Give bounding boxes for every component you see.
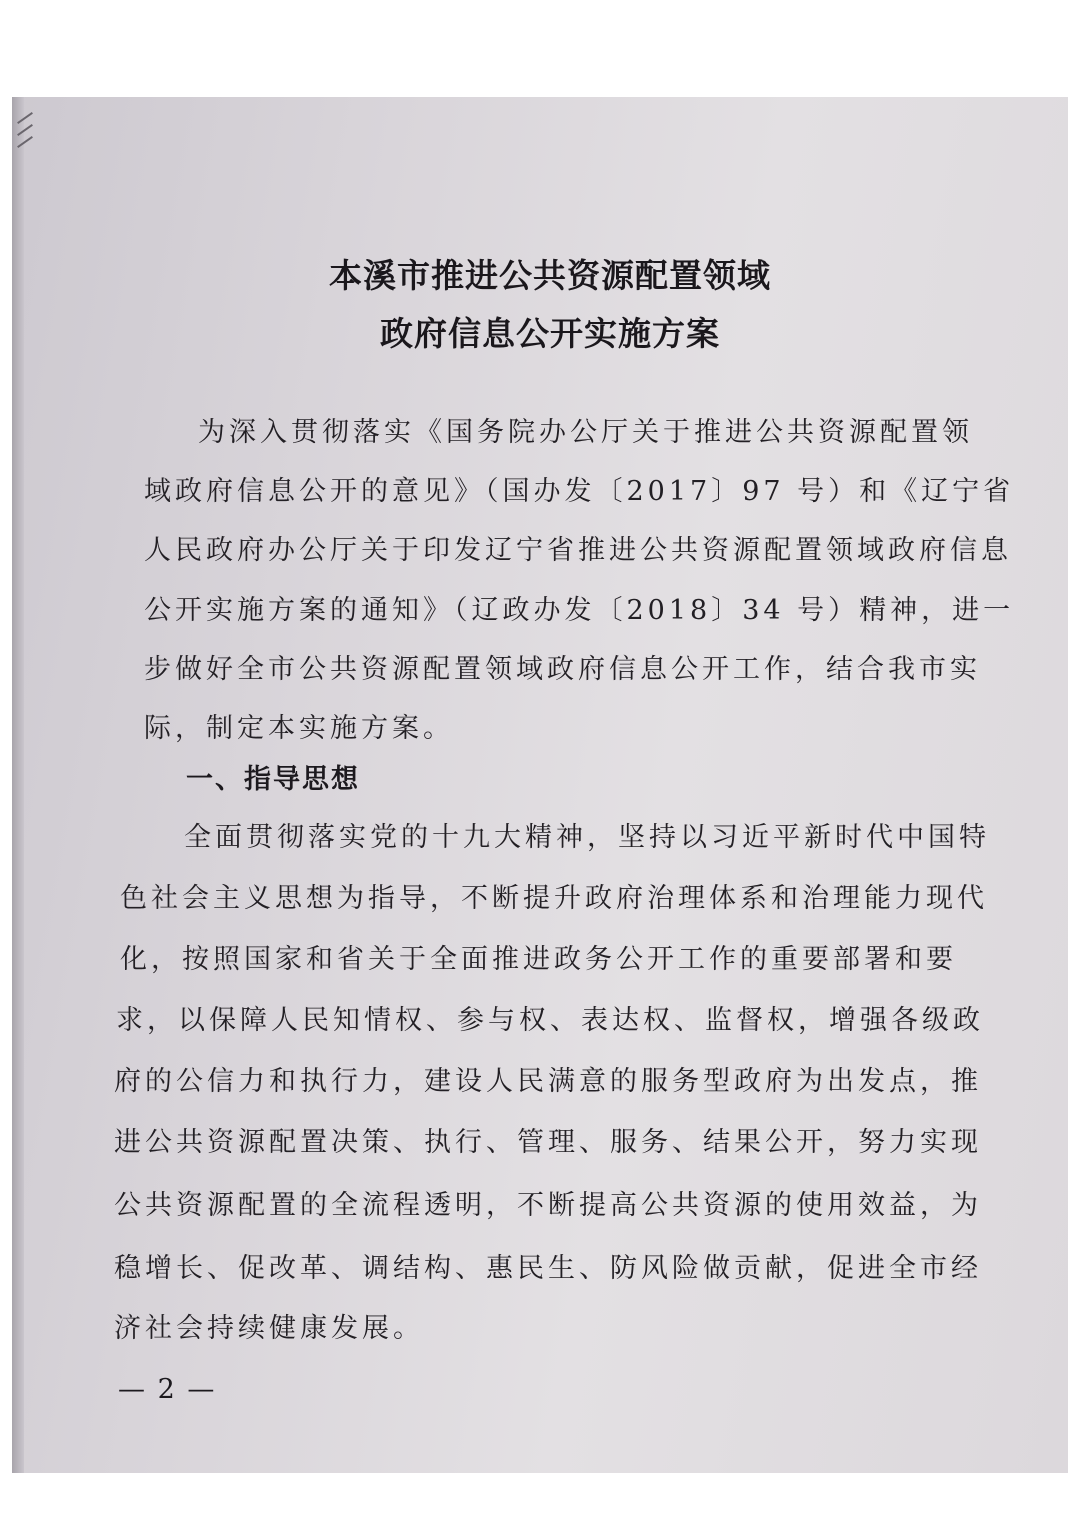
section1-line: 公共资源配置的全流程透明，不断提高公共资源的使用效益，为 — [114, 1190, 982, 1221]
section1-line: 稳增长、促改革、调结构、惠民生、防风险做贡献，促进全市经 — [114, 1253, 982, 1284]
document-title-line1: 本溪市推进公共资源配置领域 — [329, 256, 771, 295]
intro-line: 公开实施方案的通知》（辽政办发〔2018〕34 号）精神，进一 — [144, 595, 1015, 626]
corner-marks — [12, 107, 42, 167]
intro-line: 步做好全市公共资源配置领域政府信息公开工作，结合我市实 — [144, 654, 981, 685]
page-edge — [12, 97, 24, 1473]
page-number: — 2 — — [118, 1374, 217, 1405]
section1-line: 济社会持续健康发展。 — [114, 1313, 424, 1344]
intro-line: 际，制定本实施方案。 — [144, 713, 454, 744]
section1-line: 全面贯彻落实党的十九大精神，坚持以习近平新时代中国特 — [184, 822, 990, 853]
section1-line: 色社会主义思想为指导，不断提升政府治理体系和治理能力现代 — [120, 883, 988, 914]
section1-line: 化，按照国家和省关于全面推进政务公开工作的重要部署和要 — [120, 944, 957, 975]
intro-line: 域政府信息公开的意见》（国办发〔2017〕97 号）和《辽宁省 — [144, 476, 1015, 507]
intro-line: 为深入贯彻落实《国务院办公厅关于推进公共资源配置领 — [198, 417, 973, 448]
section1-line: 府的公信力和执行力，建设人民满意的服务型政府为出发点，推 — [114, 1066, 982, 1097]
intro-line: 人民政府办公厅关于印发辽宁省推进公共资源配置领域政府信息 — [144, 535, 1012, 566]
section1-heading: 一、指导思想 — [186, 764, 360, 795]
section1-line: 进公共资源配置决策、执行、管理、服务、结果公开，努力实现 — [114, 1127, 982, 1158]
document-title-line2: 政府信息公开实施方案 — [380, 314, 720, 353]
section1-line: 求，以保障人民知情权、参与权、表达权、监督权，增强各级政 — [116, 1005, 984, 1036]
